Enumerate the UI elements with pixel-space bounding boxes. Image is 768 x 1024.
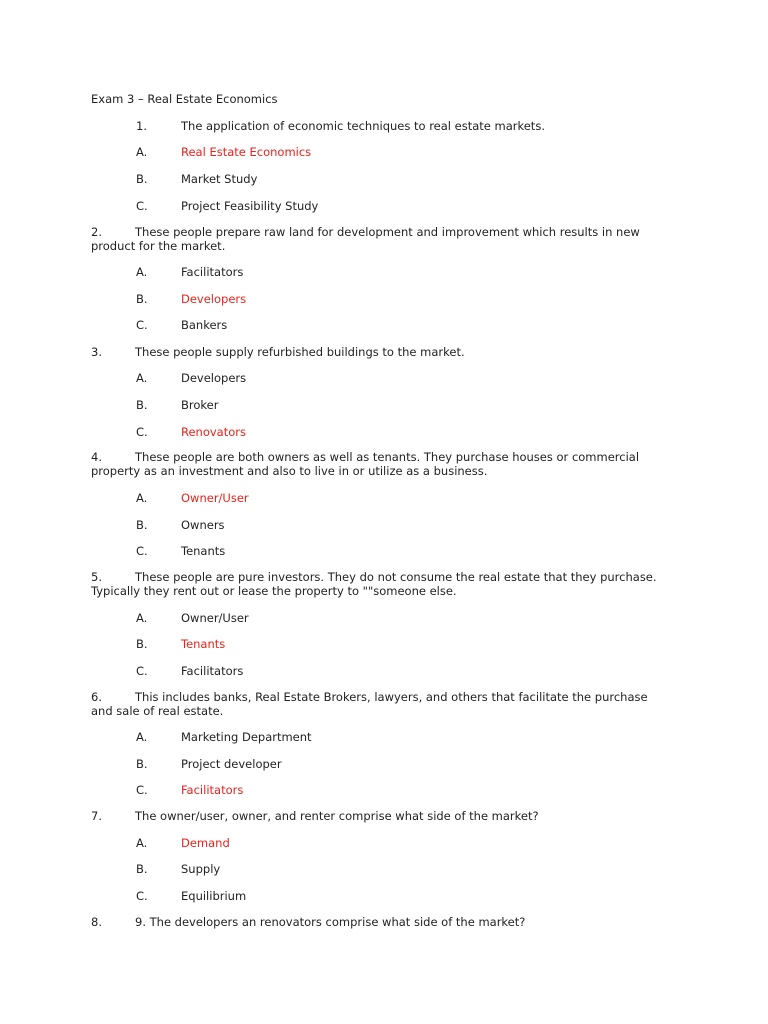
option-text-correct: Owner/User xyxy=(181,491,249,505)
option-letter: A. xyxy=(136,371,148,385)
option-letter: C. xyxy=(136,544,148,558)
option-text: Developers xyxy=(181,371,247,385)
option-text: Broker xyxy=(181,398,219,412)
option-text: Bankers xyxy=(181,318,228,332)
question-3 xyxy=(91,345,671,359)
option-text: Owner/User xyxy=(181,611,249,625)
option-letter: C. xyxy=(136,889,148,903)
question-7 xyxy=(91,809,671,823)
option-text: Market Study xyxy=(181,172,258,186)
option-text-correct: Developers xyxy=(181,292,247,306)
question-8 xyxy=(91,915,671,929)
option-letter: B. xyxy=(136,172,148,186)
option-letter: A. xyxy=(136,265,148,279)
question-4 xyxy=(91,450,671,478)
question-text: These people prepare raw land for development and improvement which results in new product for the market. xyxy=(91,225,640,253)
option-letter: C. xyxy=(136,199,148,213)
question-number: 5. xyxy=(91,570,102,584)
option-text: Owners xyxy=(181,518,225,532)
option-letter: A. xyxy=(136,145,148,159)
option-letter: C. xyxy=(136,425,148,439)
option-letter: B. xyxy=(136,398,148,412)
option-letter: B. xyxy=(136,292,148,306)
question-number: 6. xyxy=(91,690,102,704)
question-5 xyxy=(91,570,671,598)
option-letter: B. xyxy=(136,518,148,532)
option-letter: B. xyxy=(136,757,148,771)
option-letter: C. xyxy=(136,318,148,332)
option-text: Project Feasibility Study xyxy=(181,199,319,213)
option-letter: B. xyxy=(136,862,148,876)
question-text: The owner/user, owner, and renter comprise what side of the market? xyxy=(135,809,539,823)
question-number: 2. xyxy=(91,225,102,239)
question-text: These people supply refurbished buildings to the market. xyxy=(135,345,465,359)
option-letter: A. xyxy=(136,836,148,850)
option-text: Equilibrium xyxy=(181,889,247,903)
option-text-correct: Renovators xyxy=(181,425,246,439)
question-1-text: The application of economic techniques to real estate markets. xyxy=(181,119,545,133)
option-letter: A. xyxy=(136,611,148,625)
question-number: 3. xyxy=(91,345,102,359)
question-number: 7. xyxy=(91,809,102,823)
option-text: Supply xyxy=(181,862,221,876)
option-text-correct: Demand xyxy=(181,836,230,850)
question-text: This includes banks, Real Estate Brokers, lawyers, and others that facilitate the purchase and sale of real estate. xyxy=(91,690,648,718)
question-6 xyxy=(91,690,671,718)
option-letter: B. xyxy=(136,637,148,651)
option-text-correct: Facilitators xyxy=(181,783,244,797)
question-1-number: 1. xyxy=(136,119,147,133)
option-letter: C. xyxy=(136,783,148,797)
option-text: Marketing Department xyxy=(181,730,312,744)
question-number: 8. xyxy=(91,915,102,929)
option-text: Facilitators xyxy=(181,664,244,678)
question-text: These people are both owners as well as tenants. They purchase houses or commercial property as an investment and also to live in or utilize as a business. xyxy=(91,450,640,478)
option-letter: C. xyxy=(136,664,148,678)
question-text: These people are pure investors. They do not consume the real estate that they purchase. Typically they rent out or lease the property to ""someone else. xyxy=(91,570,657,598)
option-text: Project developer xyxy=(181,757,282,771)
document-title: Exam 3 – Real Estate Economics xyxy=(91,92,278,106)
question-text: 9. The developers an renovators comprise what side of the market? xyxy=(135,915,526,929)
option-text-correct: Real Estate Economics xyxy=(181,145,312,159)
option-text-correct: Tenants xyxy=(181,637,226,651)
option-text: Tenants xyxy=(181,544,226,558)
option-text: Facilitators xyxy=(181,265,244,279)
option-letter: A. xyxy=(136,730,148,744)
question-number: 4. xyxy=(91,450,102,464)
question-2 xyxy=(91,225,671,253)
option-letter: A. xyxy=(136,491,148,505)
